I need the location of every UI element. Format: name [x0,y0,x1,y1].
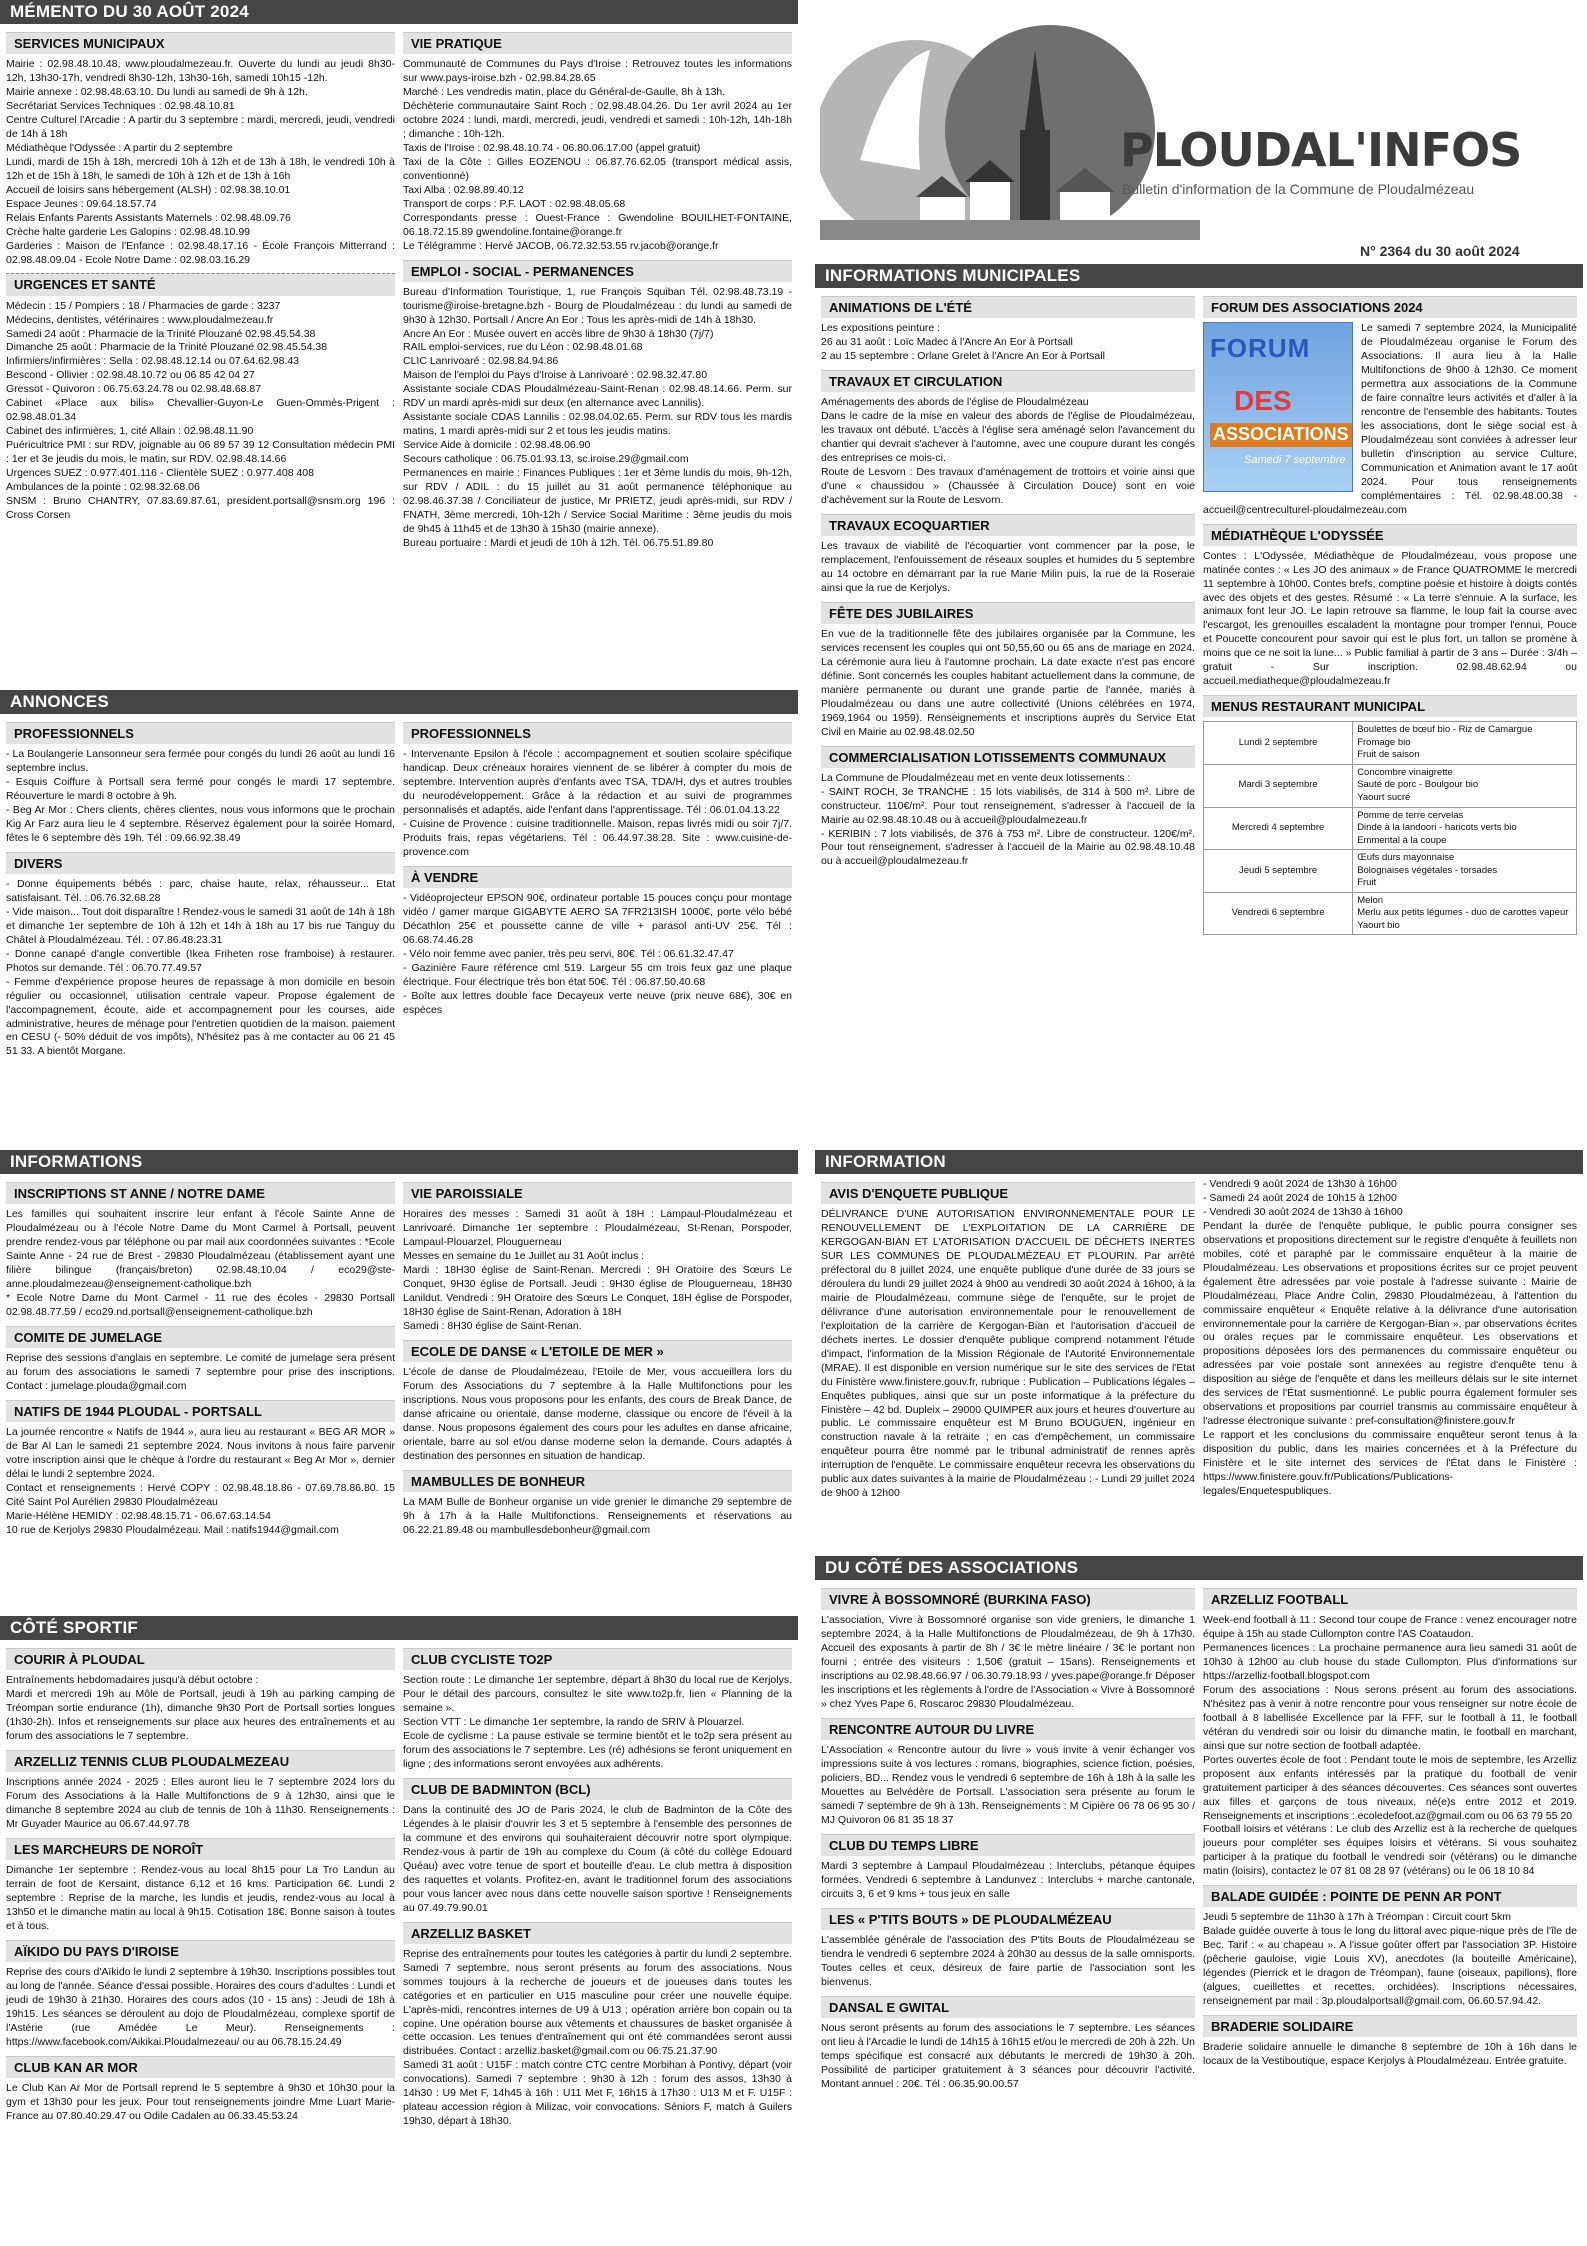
eco-text: Les travaux de viabilité de l'écoquartier vont commencer par la pose, le remplacement, l'enfouissement de réseaux souples et humides du 5 septembre au 14 octobre en démarrant par la rue Marie Milin puis, la rue de la Roseraie ainsi que la rue de Kerjolys. [821,539,1195,594]
section-title: PROFESSIONNELS [403,722,792,744]
inscr-text: Les familles qui souhaitent inscrire leur enfant à l'école Sainte Anne de Ploudalmézeau ou à l'école Notre Dame du Mont Carmel à Portsall, peuvent prendre rendez-vous par téléphone ou par mail aux coordonnées suivantes : *Ecole Sainte Anne - 24 rue de Brest - 29830 Ploudalmézeau (établissement ayant une filière bilingue (français/breton) 02.98.48.10.04 / eco29@ste-anne.ploudalmezeau@enseignement-catholique.bzh * Ecole Notre Dame du Mont Carmel - 11 rue des écoles - 29830 Portsall 02.98.48.77.59 / eco29.nd.portsall@enseignement-catholique.bzh [6,1208,395,1318]
memento-block [0,0,798,680]
infos-col-right [403,1178,792,1544]
annonces-col-left [6,718,395,1065]
section-title: VIVRE À BOSSOMNORÉ (BURKINA FASO) [821,1588,1195,1610]
information-header: INFORMATION [815,1150,1583,1174]
march-text: Dimanche 1er septembre : Rendez-vous au local 8h15 pour La Tro Landun au terrain de foot de Kersaint, distance 6,12 et 16 kms. Participation 6€. Lundi 2 septembre : Reprise de la marche, les lundis et jeudis, rendez-vous au local à 13h50 et le dimanche matin au local à 9h15. Cotisation 18€. Bonne saison à toutes et à tous. [6,1864,395,1932]
temps-text: Mardi 3 septembre à Lampaul Ploudalmézeau : Interclubs, pétanque équipes formées. Vendredi 6 septembre à Landunvez : Interclubs + marche cantonale, circuits 3, 6 et 9 kms + tous jeux en salle [821,1859,1195,1900]
poster-text: ASSOCIATIONS [1210,423,1352,447]
services-text: Mairie : 02.98.48.10.48, www.ploudalmezeau.fr. Ouverte du lundi au jeudi 8h30-12h, 13h30-17h, vendredi 8h30-12h, 13h30-16h, samedi 10h15 -12h. Mairie annexe : 02.98.48.63.10. Du lundi au samedi de 9h à 12h. Secrétariat Services Techniques : 02.98.48.10.81 Centre Culturel l'Arcadie : A partir du 3 septembre : mardi, mercredi, jeudi, vendredi de 14h à 18h Médiathèque l'Odyssée : A partir du 2 septembre Lundi, mardi de 15h à 18h, mercredi 10h à 12h et de 13h à 18h, le vendredi 10h à 12h et de 15h à 18h, le samedi de 10h à 12h et de 13h à 16h Accueil de loisirs sans hébergement (ALSH) : 02.98.38.10.01 Espace Jeunes : 09.64.18.57.74 Relais Enfants Parents Assistants Maternels : 02.98.48.09.76 Crèche halte garderie Les Galopins : 02.98.48.10.99 Garderies : Maison de l'Enfance : 02.98.48.17.16 - École François Mitterrand : 02.98.48.09.04 - Ecole Notre Dame : 02.98.03.16.29 [6,58,395,266]
section-title: DIVERS [6,852,395,874]
menu-day: Mercredi 4 septembre [1204,807,1353,850]
menu-dishes: Melon Merlu aux petits légumes - duo de carottes vapeur Yaourt bio [1353,892,1577,935]
poster-text: Samedi 7 septembre [1244,454,1346,467]
travaux-text: Aménagements des abords de l'église de Ploudalmézeau Dans le cadre de la mise en valeur des abords de l'église de Ploudalmézeau, les travaux ont débuté. L'accès à l'église sera aménagé selon l'avancement du chantier qui devrait s'achever à l'automne, avec une coupure durant les congés des entreprises ce mois-ci. Route de Lesvorn : Des travaux d'aménagement de trottoirs et voirie ainsi que d'une « chaussidou » (Chaussée à Circulation Douce) sont en voie d'achèvement sur la Route de Lesvorn. [821,396,1195,506]
section-title: TRAVAUX ET CIRCULATION [821,370,1195,392]
section-title: BALADE GUIDÉE : POINTE DE PENN AR PONT [1203,1885,1577,1907]
section-title: RENCONTRE AUTOUR DU LIVRE [821,1718,1195,1740]
section-title: FORUM DES ASSOCIATIONS 2024 [1203,296,1577,318]
associations-block [815,1556,1583,2242]
foot-text: Week-end football à 11 : Second tour coupe de France : venez encourager notre équipe à 15h au stade Cullompton contre l'AS Coataudon. Permanences licences : La prochaine permanence aura lieu samedi 31 août de 10h30 à 12h00 au club house du stade Cullompton. Plus d'informations sur https://arzelliz-football.blogspot.com Forum des associations : Nous serons présent au forum des associations. N'hésitez pas à venir à notre rencontre pour vous renseigner sur notre école de football à 8 labellisée Excellence par la FFF, sur le football à 11, le football vétéran du vendredi soir ou loisir du dimanche matin, le football en marchant, ainsi que sur notre section de football adaptée. Portes ouvertes école de foot : Pendant toute le mois de septembre, les Arzelliz proposent aux enfants intéressés par la pratique du football de venir gratuitement participer à des séances découvertes. Ces séances sont ouvertes aux filles et garçons de tous niveaux, né(e)s entre 2012 et 2019. Renseignements et inscriptions : ecoledefoot.az@gmail.com ou 06 63 79 55 20 Football loisirs et vétérans : Le club des Arzelliz est à la recherche de quelques joueurs pour compléter ses équipes loisirs et vétérans. Si vous souhaitez participer à la pratique du football le vendredi soir (vétérans) ou le dimanche matin (loisirs), contactez le 07 81 08 28 97 (vétérans) ou le 06 18 10 84 [1203,1614,1577,1878]
memento-header: MÉMENTO DU 30 AOÛT 2024 [0,0,798,24]
media-text: Contes : L'Odyssée, Médiathèque de Ploudalmézeau, vous propose une matinée contes : « Les JO des animaux » de France QUATROMME le mercredi 11 septembre à 10h00. Contes brefs, comptine poésie et histoire à doigts contés avec des objets et des gestes. Résumé : « La terre s'ennuie. A la surface, les animaux font leur JO. Le lapin retrouve sa flamme, le loup fait la course avec l'escargot, les grenouilles escaladent la montagne pour tromper l'ennui, Pouce et Poucette concourent pour savoir qui est le plus fort, un tallon se promène à moins que ce ne soit la lune... » Public familial à partir de 3 ans – Durée : 3/4h – gratuit - Sur inscription. 02.98.48.62.94 ou accueil.mediatheque@ploudalmezeau.fr [1203,549,1577,688]
municipales-header: INFORMATIONS MUNICIPALES [815,264,1583,288]
menu-day: Lundi 2 septembre [1204,722,1353,765]
livre-text: L'Association « Rencontre autour du livre » vous invite à venir échanger vos impressions suite à vos lectures : romans, biographies, science fiction, poésies, policiers, BD... Rendez vous le vendredi 6 septembre de 16h à 18h à la salle les Mouettes au Belvédère de Portsall. L'association sera présente au forum le samedi 7 septembre de 9h à 13h. Renseignements : M Cipière 06 78 06 95 30 / MJ Quivoron 06 81 35 18 37 [821,1743,1195,1826]
menu-day: Jeudi 5 septembre [1204,850,1353,893]
menu-row [1204,722,1577,765]
section-title: CLUB KAN AR MOR [6,2056,395,2078]
forum-poster-image [1203,322,1353,492]
info2-col-right [1203,1178,1577,1507]
section-title: LES « P'TITS BOUTS » DE PLOUDALMÉZEAU [821,1908,1195,1930]
aikido-text: Reprise des cours d'Aïkido le lundi 2 septembre à 19h30. Inscriptions possibles tout au long de l'année. Séance d'essai possible. Horaires des cours d'adultes : Lundi et jeudi de 19h30 à 21h30. Horaires des cours ados (10 - 15 ans) : Jeudi de 18h à 19h15. Les séances se déroulent au dojo de Ploudalmézeau, complexe sportif de l'Astérie (rue Amédée Le Meur). Renseignements : https://www.facebook.com/Aikikai.Ploudalmezeau/ ou au 06.78.15.24.49 [6,1965,395,2048]
balade-text: Jeudi 5 septembre de 11h30 à 17h à Tréompan : Circuit court 5km Balade guidée ouverte à tous le long du littoral avec pique-nique près de l'île de Bec. Tarif : « au chapeau ». A l'issue goûter offert par l'association 3P. Histoire (pêcherie gauloise, vigie Louis XV), anecdotes (la bouteille Américaine), légendes (Pierrick et le dragon de Tréompan), faune (oiseaux, papillons), flore (algues, cueillettes et recettes, orchidées). Inscriptions nécessaires, renseignement par mail : 3p.ploudalportsall@gmail.com, 06.60.57.94.42. [1203,1911,1577,2008]
munic-col-right [1203,292,1577,941]
info2-col-left [821,1178,1195,1507]
anim-text: Les expositions peinture : 26 au 31 août : Loïc Madec à l'Ancre An Eor à Portsall 2 au 15 septembre : Orlane Grelet à l'Ancre An Eor à Portsall [821,322,1105,363]
menu-row [1204,807,1577,850]
paroi-text: Horaires des messes : Samedi 31 août à 18H : Lampaul-Ploudalmézeau et Lanrivoaré. Dimanche 1er septembre : Ploudalmézeau, St-Renan, Porspoder, Lampaul-Plouarzel, Plouguerneau Messes en semaine du 1e Juillet au 31 Août inclus : Mardi : 18H30 église de Saint-Renan. Mercredi : 9H Oratoire des Sœurs Le Conquet, 9H30 église de Portsall. Jeudi : 9H30 église de Plouguerneau, 18H30 Lanildut. Vendredi : 9H Oratoire des Sœurs Le Conquet, 18H église de Porspoder, 18H30 église de Saint-Renan, Adoration à 18H Samedi : 8H30 église de Saint-Renan. [403,1208,792,1332]
section-title: EMPLOI - SOCIAL - PERMANENCES [403,260,792,282]
lotis-text: La Commune de Ploudalmézeau met en vente deux lotissements : - SAINT ROCH, 3e TRANCHE : 15 lots viabilisés, de 314 à 500 m². Libre de constructeur. 110€/m². Pour tout renseignement, s'adresser à l'accueil de la Mairie au 02.98.48.10.48 ou à accueil@ploudalmezeau.fr - KERIBIN : 7 lots viabilisés, de 376 à 753 m². Libre de constructeur. 120€/m². Pour tout renseignement, s'adresser à l'accueil de la Mairie au 02.98.48.10.48 ou à accueil@ploudalmezeau.fr [821,771,1195,868]
divers-text: - Donne équipements bébés : parc, chaise haute, relax, réhausseur... Etat satisfaisant. Tél. : 06.76.32.68.28 - Vide maison... Tout doit disparaître ! Rendez-vous le samedi 31 août de 14h à 18h et dimanche 1er septembre de 10h à 12h et 14h à 18h au 17 bis rue Tanguy du Châtel à Ploudalmézeau. Tél. : 07.86.48.23.31 - Donne canapé d'angle convertible (Ikea Friheten rose framboise) à restaurer. Photos sur demande. Tél : 06.70.77.49.57 - Femme d'expérience propose heures de repassage à mon domicile en besoin régulier ou occasionnel, utilisation centrale vapeur. Propose également de l'accompagnement, écoute, aide et accompagnement pour les courses, aide administrative, heures de ménage pour l'entretien quotidien de la maison. paiement en CESU (- 50% déduit de vos impôts), N'hésitez pas à me contacter au 06 21 45 51 33. A bientôt Morgane. [6,877,395,1058]
brad-text: Braderie solidaire annuelle le dimanche 8 septembre de 10h à 16h dans le locaux de la Vestiboutique, espace Kerjolys à Ploudalmézeau. Entrée gratuite. [1203,2041,1577,2068]
cyclo-text: Section route : Le dimanche 1er septembre, départ à 8h30 du local rue de Kerjolys. Pour le détail des parcours, consultez le site www.to2p.fr, lien « Planning de la semaine ». Section VTT : Le dimanche 1er septembre, la rando de SRIV à Plouarzel. Ecole de cyclisme : La pause estivale se termine bientôt et le to2p sera présent au forum des associations le 7 septembre. Les (ré) adhésions se feront uniquement en ligne ; des informations seront envoyées aux adhérents. [403,1674,792,1770]
vivre-text: L'association, Vivre à Bossomnoré organise son vide greniers, le dimanche 1 septembre 2024, à la Halle Multifonctions de Ploudalmézeau, de 9h à 17h30. Accueil des exposants à partir de 8h / 3€ le mètre linéaire / 3€ le portant non fourni ; entrée des visiteurs : 1,50€ (gratuit – 15ans). Renseignements et inscriptions au 02.98.48.66.97 / 06.30.79.18.93 / yves.pape@orange.fr Déposer les inscriptions et les règlements à l'ordre de l'Association « Vivre à Bossomnoré » chez Yves Pape 6, Roscaroc 29830 Ploudalmézeau. [821,1614,1195,1710]
section-title: ARZELLIZ FOOTBALL [1203,1588,1577,1610]
basket-text: Reprise des entraînements pour toutes les catégories à partir du lundi 2 septembre. Samedi 7 septembre, nous seront présents au forum des associations. Nous sommes toujours à la recherche de joueurs et de joueuses dans toutes les catégories et en particulier en U15 masculine pour créer une nouvelle équipe. L'après-midi, rencontres internes de U9 à U13 ; opération arrière bon copain ou ta copine. Une opération bourse aux vêtements et chaussures de basket organisée à cette occasion. Les tenues d'entraînement qui ont été commandées seront aussi distribuées. Contact : arzelliz.basket@gmail.com ou 06.75.21.37.90 Samedi 31 août : U15F : match contre CTC centre Morbihan à Pontivy, départ (voir convocations). Samedi 7 septembre : 9h30 à 12h : forum des assos, 13h30 à 14h30 : U9 Met F, 14h45 à 16h : U11 Met F, 16h15 à 17h30 : U13 M et F. U15F : plateau accession région à Milizac, voir convocations. Séniors F, match à Guilers 19h30, départ à 18h30. [403,1947,792,2128]
menu-dishes: Concombre vinaigrette Sauté de porc - Boulgour bio Yaourt sucré [1353,764,1577,807]
emploi-text: Bureau d'Information Touristique, 1, rue François Squiban Tél. 02.98.48.73.19 - tourisme@iroise-bretagne.bzh - Bourg de Ploudalmézeau : du lundi au samedi de 9h30 à 12h30. Portsall / Ancre An Eor : Tous les après-midi de 14h à 18h30. Ancre An Eor : Musée ouvert en accès libre de 9h30 à 18h30 (7j/7) RAIL emploi-services, rue du Léon : 02.98.48.01.68 CLIC Lanrivoaré : 02.98.84.94.86 Maison de l'emploi du Pays d'Iroise à Lanrivoaré : 02.98.32.47.80 Assistante sociale CDAS Ploudalmézeau-Saint-Renan : 02.98.48.14.66. Perm. sur RDV un mardi après-midi sur deux (en alternance avec Lannilis). Assistante sociale CDAS Lannilis : 02.98.04.02.65. Perm. sur RDV tous les mardis matins, 1 mardi après-midi sur 2 et tous les jeudis matins. Service Aide à domicile : 02.98.48.06.90 Secours catholique : 06.75.01.93.13, sc.iroise.29@gmail.com Permanences en mairie : Finances Publiques : 1er et 3ème lundis du mois, 9h-12h, sur RDV / ADIL : du 15 juillet au 31 août permanence téléphonique au 02.98.46.37.38 / Conciliateur de justice, Mr PRIETZ, jeudi après-midi, sur RDV / FNATH, 3ème mercredi, 10h-12h / Service Social Maritime : 3ème jeudis du mois de 9h45 à 11h45 et de 13h30 à 15h30 (mairie annexe). Bureau portuaire : Mardi et jeudi de 10h à 12h. Tél. 06.75.51.89.80 [403,285,792,549]
section-title: COMITE DE JUMELAGE [6,1326,395,1348]
section-title: INSCRIPTIONS ST ANNE / NOTRE DAME [6,1182,395,1204]
section-title: TRAVAUX ECOQUARTIER [821,514,1195,536]
section-title: CLUB CYCLISTE TO2P [403,1648,792,1670]
badm-text: Dans la continuité des JO de Paris 2024, le club de Badminton de la Côte des Légendes à le plaisir d'ouvrir les 3 et 5 septembre à l'ensemble des personnes de la commune et des environs qui souhaiteraient découvrir notre sport olympique. Rendez-vous à partir de 19h au complexe du Coum (à côté du collège Edouard Quéau) avec votre tenue de sport et bouteille d'eau. Le club mettra à disposition des raquettes et volants. Profitez-en, avant le traditionnel forum des associations pour vous lancer avec nous dans cette nouvelle saison sportive ! Renseignements au 07.49.79.90.01 [403,1803,792,1914]
pro2-text: - Intervenante Epsilon à l'école : accompagnement et soutien scolaire spécifique handicap. Deux créneaux horaires viennent de se libérer à compter du mois de septembre. Intervention auprès d'enfants avec TSA, TDA/H, dys et autres troubles du neurodéveloppement. Grâce à la rédaction et au suivi de programmes personnalisés et adaptés, aide l'enfant dans l'apprentissage. Tél : 06.01.04.13.22 - Cuisine de Provence : cuisine traditionnelle. Maison, repas livrés midi ou soir 7j/7. Produits frais, repas végétariens. Tél : 06.44.97.38.28. Site : www.cuisine-de-provence.com [403,748,792,858]
urgences-text: Médecin : 15 / Pompiers : 18 / Pharmacies de garde : 3237 Médecins, dentistes, vétérinaires : www.ploudalmezeau.fr Samedi 24 août : Pharmacie de la Trinité Plouzané 02.98.45.54.38 Dimanche 25 août : Pharmacie de la Trinité Plouzané 02.98.45.54.38 Infirmiers/infirmières : Sella : 02.98.48.12.14 ou 07.64.62.98.43 Bescond - Ollivier : 02.98.48.10.72 ou 06 85 42 04 27 Gressot - Quivoron : 06.75.63.24.78 ou 02.98.48.68.87 Cabinet «Place aux bilis» Chevallier-Guyon-Le Guen-Ommès-Prigent : 02.98.48.01.34 Cabinet des infirmières, 1, cité Allain : 02.98.48.11.90 Puéricultrice PMI : sur RDV, joignable au 06 89 57 39 12 Consultation médecin PMI : 1er et 3e jeudis du mois, le matin, sur RDV. 02.98.48.14.66 Urgences SUEZ : 0.977.401.116 - Clientèle SUEZ : 0.977.408 408 Ambulances de la pointe : 02.98.32.68.06 SNSM : Bruno CHANTRY, 07.83.69.87.61, president.portsall@snsm.org 196 : Cross Corsen [6,299,395,521]
memento-col-right [403,28,792,557]
annonces-header: ANNONCES [0,690,798,714]
poster-text: FORUM [1210,333,1311,364]
forum-text: Le samedi 7 septembre 2024, la Municipalité de Ploudalmézeau organise le Forum des Associations. Il aura lieu à la Halle Multifonctions de 9h00 à 12h30. Ce moment permettra aux associations de la Commune de faire connaître leurs activités et d'aller à la rencontre de l'ensemble des habitants. Toutes les associations, dont le siège social est à Ploudalmézeau sont conviées à adresser leur bulletin d'inscription au service Culture, Communication et Animation avant le 17 août 2024. Pour tous renseignements complémentaires : Tél. 02.98.48.00.38 - accueil@centreculturel-ploudalmezeau.com [1203,322,1577,516]
menu-day: Mardi 3 septembre [1204,764,1353,807]
annonces-block [0,690,798,1110]
associations-header: DU CÔTÉ DES ASSOCIATIONS [815,1556,1583,1580]
section-title: NATIFS DE 1944 PLOUDAL - PORTSALL [6,1400,395,1422]
section-title: BRADERIE SOLIDAIRE [1203,2015,1577,2037]
section-title: ARZELLIZ TENNIS CLUB PLOUDALMEZEAU [6,1750,395,1772]
sport-col-left [6,1644,395,2135]
vie-text: Communauté de Communes du Pays d'Iroise : Retrouvez toutes les informations sur www.pays-iroise.bzh - 02.98.84.28.65 Marché : Les vendredis matin, place du Général-de-Gaulle, 8h à 13h. Déchèterie communautaire Saint Roch : 02.98.48.04.26. Du 1er avril 2024 au 1er octobre 2024 : lundi, mardi, mercredi, jeudi, vendredi et samedi : 10h-12h, 14h-18h ; dimanche : 10h-12h. Taxis de l'Iroise : 02.98.48.10.74 - 06.80.06.17.00 (appel gratuit) Taxi de la Côte : Gilles EOZENOU : 06.87.76.62.05 (transport médical assis, conventionné) Taxi Alba : 02.98.89.40.12 Transport de corps : P.F. LAOT : 02.98.48.05.68 Correspondants presse : Ouest-France : Gwendoline BOUILHET-FONTAINE, 06.18.72.15.89 gwendoline.fontaine@orange.fr Le Télégramme : Hervé JACOB, 06.72.32.53.55 rv.jacob@orange.fr [403,58,792,252]
jubil-text: En vue de la traditionnelle fête des jubilaires organisée par la Commune, les services recensent les couples qui ont 50,55,60 ou 65 ans de mariage en 2024. La cérémonie aura lieu à l'automne prochain. La date exacte n'est pas encore définie. Sont concernés les couples habitant actuellement dans la commune, de manière permanente ou durant une grande partie de l'année, mariés à Ploudalmézeau ou dans une autre collectivité (Unions célébrées en 1974, 1969,1964 ou 1959). Renseignements et inscriptions auprès du Service Etat Civil en Mairie au 02.98.48.02.50 [821,627,1195,738]
assoc-col-left [821,1584,1195,2098]
menu-dishes: Pomme de terre cervelas Dinde à la landoori - haricots verts bio Emmental à la coupe [1353,807,1577,850]
informations-block [0,1150,798,1610]
infos-col-left [6,1178,395,1544]
section-title: MENUS RESTAURANT MUNICIPAL [1203,695,1577,717]
section-title: ARZELLIZ BASKET [403,1922,792,1944]
section-title: URGENCES ET SANTÉ [6,273,395,295]
menu-dishes: Œufs durs mayonnaise Bolognaises végétales - torsades Fruit [1353,850,1577,893]
brand-tagline: Bulletin d'information de la Commune de Ploudalmézeau [1122,181,1475,197]
ptits-text: L'assemblée générale de l'association des P'tits Bouts de Ploudalmézeau se tiendra le vendredi 6 septembre 2024 à 20h30 au dessus de la salle omnisports. Toutes celles et ceux, désireux de faire partie de l'association sont les bienvenus. [821,1933,1195,1988]
tennis-text: Inscriptions année 2024 - 2025 : Elles auront lieu le 7 septembre 2024 lors du Forum des Associations à la Halle Multifonctions de 9 à 12h30, ainsi que le dimanche 8 septembre 2024 au club de tennis de 10h à 11h30. Renseignements : Mr Guyader Maurice au 06.67.44.97.78 [6,1776,395,1830]
jumel-text: Reprise des sessions d'anglais en septembre. Le comité de jumelage sera présent au forum des associations le samedi 7 septembre pour prise des inscriptions. Contact : jumelage.plouda@gmail.com [6,1351,395,1392]
sport-block [0,1616,798,2242]
section-title: CLUB DU TEMPS LIBRE [821,1834,1195,1856]
issue-number: N° 2364 du 30 août 2024 [1360,243,1520,259]
section-title: CLUB DE BADMINTON (BCL) [403,1778,792,1800]
section-title: VIE PAROISSIALE [403,1182,792,1204]
annonces-col-right [403,718,792,1065]
section-title: FÊTE DES JUBILAIRES [821,602,1195,624]
memento-col-left [6,28,395,557]
danse-text: L'école de danse de Ploudalmézeau, l'Etoile de Mer, vous accueillera lors du Forum des Associations du 7 septembre à la Halle Multifonctions pour les inscriptions. Nous vous proposons pour les enfants, des cours de Break Dance, de danse africaine ou orientale, danse moderne, classique ou encore de l'éveil à la danse. Nous proposons également des cours pour les adultes en danse africaine, orientale, barre au sol et/ou danse moderne selon la demande. Cours adaptés à destination des personnes en situation de handicap. [403,1365,792,1462]
vendre-text: - Vidéoprojecteur EPSON 90€, ordinateur portable 15 pouces conçu pour montage vidéo / gamer marque GIGABYTE AERO SA 7FR213ISH 1000€, porte vélo bébé Décathlon 25€ et poussette canne de ville + parasol anti-UV 25€. Tél : 06.68.74.46.28 - Vélo noir femme avec panier, très peu servi, 80€. Tél : 06.61.32.47.47 - Gazinière Faure référence cml 519. Largeur 55 cm trois feux gaz une plaque électrique. Four électrique très bon état 50€. Tél : 06.87.50.40.68 - Boîte aux lettres double face Decayeux verte neuve (prix neuve 68€), 30€ en espèces [403,891,792,1016]
dansal-text: Nous seront présents au forum des associations le 7 septembre. Les séances ont lieu à l'Arcadie le lundi de 14h15 à 16h15 et/ou le mercredi de 20h à 22h. Un temps spécifique est consacré aux débutants le mercredi de 19h30 à 20h. Possibilité de participer gratuitement à 3 séances pour découvrir l'activité. Montant annuel : 20€. Tél : 06.35.90.00.57 [821,2021,1195,2090]
informations-header: INFORMATIONS [0,1150,798,1174]
sport-col-right [403,1644,792,2135]
mamb-text: La MAM Bulle de Bonheur organise un vide grenier le dimanche 29 septembre de 9h à 17h à la Halle Multifonctions. Renseignements et réservations au 06.22.21.89.48 ou mambullesdebonheur@gmail.com [403,1495,792,1536]
avis-text: DÉLIVRANCE D'UNE AUTORISATION ENVIRONNEMENTALE POUR LE RENOUVELLEMENT DE L'EXPLOITATION DE LA CARRIÈRE DE KERGOGAN-BIAN ET L'ATORISATION D'ACCUEIL DE DÉCHETS INERTES SUR LES COMMUNES DE PLOUDALMÉZEAU ET PLOURIN. Par arrêté préfectoral du 8 juillet 2024, une enquête publique d'une durée de 33 jours se déroulera du lundi 29 juillet 2024 à 9h00 au vendredi 30 août 2024 à 16h00, à la mairie de Ploudalmézeau, commune siège de l'enquête, sur le projet de délivrance d'une autorisation environnementale pour le renouvellement de l'exploitation de la carrière de Kergogan-Bian et l'autorisation d'accueil de déchets inertes. Le dossier d'enquête publique comprend notamment l'étude d'impact, l'information de la Mission Régionale de l'Autorité Environnementale (MRAE). Il est disponible en version numérique sur le site des services de l'Etat du Finistère www.finistere.gouv.fr, rubrique : Publication – Publications légales – Enquêtes publiques, ainsi que sur un poste informatique à la préfecture du Finistère – 42 bd. Dupleix – 29000 QUIMPER aux jours et heures d'ouverture au public. Le commissaire enquêteur est M Bruno BOUGUEN, ingénieur en construction navale à la retraite ; en cas d'empêchement, un commissaire enquêteur pourra être nommé par le tribunal administratif de rennes après interruption de l'enquête. Le commissaire enquêteur recevra les observations du public aux dates suivantes à la mairie de Ploudalmézeau : - Lundi 29 juillet 2024 de 9h00 à 12h00 [821,1208,1195,1500]
section-title: COURIR À PLOUDAL [6,1648,395,1670]
information-block [815,1150,1583,1550]
natifs-text: La journée rencontre « Natifs de 1944 », aura lieu au restaurant « BEG AR MOR » de Bar Al Lan le samedi 21 septembre 2024. Nous invitons à nous faire parvenir votre inscription ainsi que le chèque à l'ordre du restaurant « Beg Ar Mor », dernier délai le lundi 2 septembre 2024. Contact et renseignements : Hervé COPY : 02.98.48.18.86 - 07.69.78.86.80. 15 Cité Saint Pol Aurélien 29830 Ploudalmézeau Marie-Hélène HEMIDY : 02.98.48.15.71 - 06.67.63.14.54 10 rue de Kerjolys 29830 Ploudalmézeau. Mail : natifs1944@gmail.com [6,1425,395,1536]
section-title: AÏKIDO DU PAYS D'IROISE [6,1940,395,1962]
section-title: AVIS D'ENQUETE PUBLIQUE [821,1182,1195,1204]
section-title: SERVICES MUNICIPAUX [6,32,395,54]
sport-header: CÔTÉ SPORTIF [0,1616,798,1640]
section-title: ANIMATIONS DE L'ÉTÉ [821,296,1195,318]
menu-day: Vendredi 6 septembre [1204,892,1353,935]
menu-table [1203,721,1577,935]
section-title: LES MARCHEURS DE NOROÎT [6,1838,395,1860]
section-title: DANSAL E GWITAL [821,1996,1195,2018]
courir-text: Entraînements hebdomadaires jusqu'à début octobre : Mardi et mercredi 19h au Môle de Portsall, jeudi à 19h au parking camping de Tréompan sortie endurance (1h), dimanche 9h30 Port de Portsall sorties longues (1h30-2h). Infos et renseignements sur place aux heures des entraînements et au forum des associations le 7 septembre. [6,1674,395,1742]
section-title: PROFESSIONNELS [6,722,395,744]
assoc-col-right [1203,1584,1577,2098]
pro1-text: - La Boulangerie Lansonneur sera fermée pour congés du lundi 26 août au lundi 16 septembre inclus. - Esquis Coiffure à Portsall sera fermé pour congés le mardi 17 septembre. Réouverture le mardi 8 octobre à 9h. - Beg Ar Mor : Chers clients, chères clientes, nous vous informons que le prochain Kig Ar Farz aura lieu le 4 septembre. Réservez également pour la soirée Homard, fêtes le 6 septembre dès 19h. Tél : 09.66.92.38.49 [6,748,395,844]
section-title: VIE PRATIQUE [403,32,792,54]
menu-dishes: Boulettes de bœuf bio - Riz de Camargue Fromage bio Fruit de saison [1353,722,1577,765]
menu-row [1204,850,1577,893]
section-title: MÉDIATHÈQUE L'ODYSSÉE [1203,524,1577,546]
munic-col-left [821,292,1195,941]
avis-text-continued: - Vendredi 9 août 2024 de 13h30 à 16h00 - Samedi 24 août 2024 de 10h15 à 12h00 - Vendredi 30 août 2024 de 13h30 à 16h00 Pendant la durée de l'enquête publique, le public pourra consigner ses observations et propositions directement sur le registre d'enquête à feuillets non mobiles, coté et paraphé par le commissaire enquêteur à la mairie de Ploudalmézeau. Les observations et propositions écrites sur ce projet peuvent également être adressées par voie postale à l'adresse suivante : Mairie de Ploudalmézeau, Place Andre Colin, 29830 Ploudalmézeau, à l'attention du commissaire enquêteur « Enquête relative à la délivrance d'une autorisation environnementale pour la carrière de Kergogan-Bian », par observations écrites ou orales reçues par le commissaire enquêteur. Les observations et propositions déposées lors des permanences du commissaire enquêteur ou adressées par voie postale sont annexées au registre d'enquête tenu à disposition au siège de l'enquête et dans les meilleurs délais sur le site internet des services de l'État susmentionné. Le public pourra également formuler ses observations et propositions par courriel transmis au commissaire enquêteur à l'adresse électronique suivante : pref-consultation@finistere.gouv.fr Le rapport et les conclusions du commissaire enquêteur seront tenus à la disposition du public, dans les mairies concernées et à la Préfecture du Finistère et le site internet des services de l'État dans le Finistère : https://www.finistere.gouv.fr/Publications/Publications-legales/Enquetespubliques. [1203,1178,1577,1497]
menu-row [1204,892,1577,935]
section-title: MAMBULLES DE BONHEUR [403,1470,792,1492]
section-title: ECOLE DE DANSE « L'ETOILE DE MER » [403,1340,792,1362]
poster-text: DES [1234,385,1292,417]
section-title: À VENDRE [403,866,792,888]
municipales-block [815,264,1583,1104]
menu-row [1204,764,1577,807]
brand-name: PLOUDAL'INFOS [1120,123,1522,177]
kanarmor-text: Le Club Kan Ar Mor de Portsall reprend le 5 septembre à 9h30 et 10h30 pour la gym et 13h30 pour les jeux. Pour tout renseignements joindre Mme Luart Marie-France au 07.80.40.29.47 ou Odile Cadalen au 06.33.45.53.24 [6,2081,395,2122]
section-title: COMMERCIALISATION LOTISSEMENTS COMMUNAUX [821,746,1195,768]
